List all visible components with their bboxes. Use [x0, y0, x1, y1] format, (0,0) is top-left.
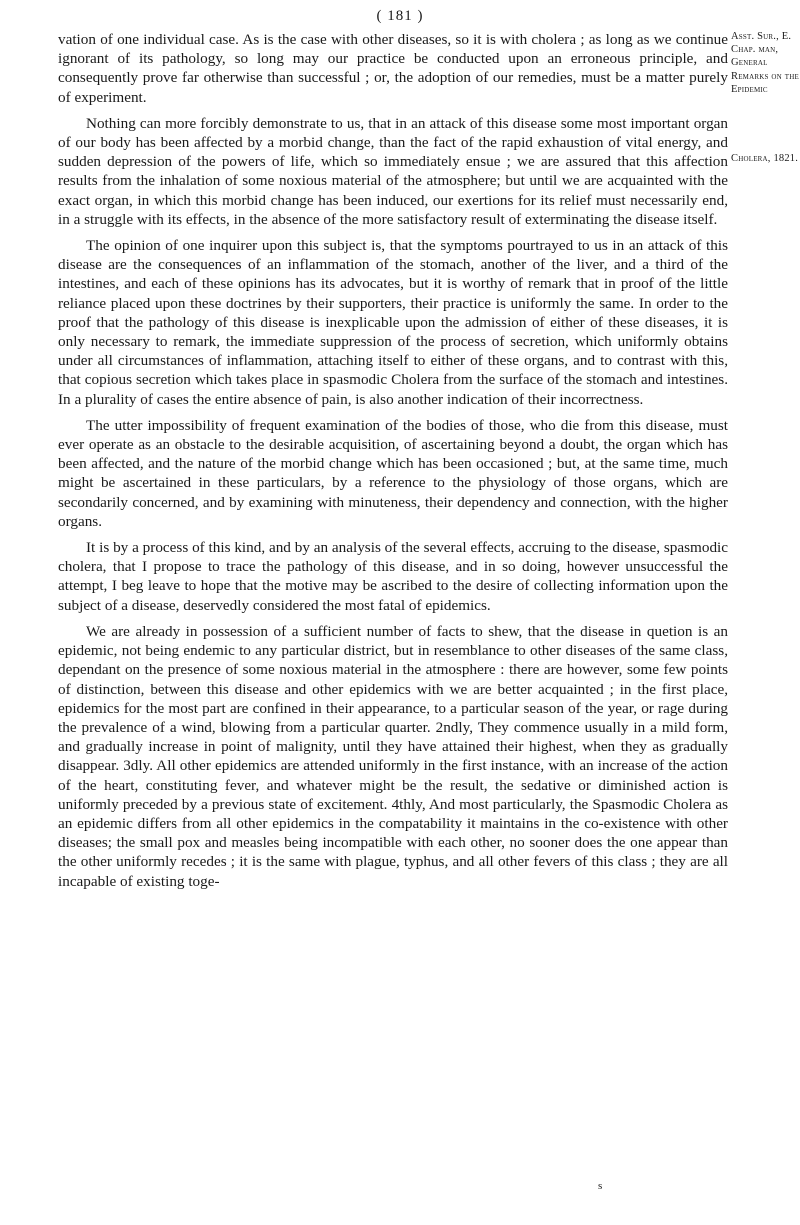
margin-note-year: Cholera, 1821. [731, 153, 799, 164]
paragraph-6: We are already in possession of a sufficient number of facts to shew, that the disease in quetion is an epidemic, not being endemic to any particular district, but in resemblance to other diseases of the same class, dependant on the presence of some noxious material in the atmosphere : there are however, some few points of distinction, between this disease and other epidemics with we are better acquainted ; in the first place, epidemics for the most part are confined in their appearance, to a particular season of the year, or rage during the prevalence of a wind, blowing from a particular quarter. 2ndly, They commence usually in a mild form, and gradually increase in point of malignity, until they have attained their highest, when they as gradually disappear. 3dly. All other epidemics are attended uniformly in the first instance, with an increase of the action of the heart, constituting fever, and whatever might be the result, the sedative or diminished action is uniformly preceded by a previous state of excitement. 4thly, And most particularly, the Spasmodic Cholera as an epidemic differs from all other epidemics in the compatability it maintains in the co-existence with other diseases; the small pox and measles being incompatible with each other, no sooner does the one appear than the other uniformly recedes ; it is the same with plague, typhus, and all other fevers of this class ; they are all incapable of existing toge- [58, 622, 728, 890]
signature-mark: s [598, 1180, 603, 1192]
page-number: ( 181 ) [376, 8, 424, 24]
paragraph-4: The utter impossibility of frequent examination of the bodies of those, who die from this disease, must ever operate as an obstacle to the desirable acquisition, of ascertaining beyond a doubt, the organ which has been affected, and the nature of the morbid change which has been occasioned ; but, at the same time, much might be ascertained in these particulars, by a reference to the physiology of those organs, which are secondarily concerned, and by examining with minuteness, their dependency and connection, with the higher organs. [58, 416, 728, 530]
body-text [58, 30, 728, 898]
margin-note-author-title: Asst. Sur., E. Chap. man, General Remarks on the Epidemic [731, 31, 799, 95]
paragraph-3: The opinion of one inquirer upon this subject is, that the symptoms pourtrayed to us in an attack of this disease are the consequences of an inflammation of the stomach, another of the liver, and a third of the intestines, and each of these opinions has its advocates, but it is worthy of remark that in proof of the little reliance placed upon these doctrines by their supporters, their practice is uniformly the same. In order to the proof that the pathology of this disease is inexplicable upon the admission of either of these diseases, it is only necessary to remark, the immediate suppression of the process of secretion, which uniformly obtains under all circumstances of inflammation, attaching itself to either of these organs, and to contrast with this, that copious secretion which takes place in spasmodic Cholera from the surface of the stomach and intestines. In a plurality of cases the entire absence of pain, is also another indication of their incorrectness. [58, 237, 728, 408]
paragraph-5: It is by a process of this kind, and by an analysis of the several effects, accruing to the disease, spasmodic cholera, that I propose to trace the pathology of this disease, and in so doing, however unsuccessful the attempt, I beg leave to hope that the motive may be ascribed to the desire of collecting information upon the subject of a disease, deservedly considered the most fatal of epidemics. [58, 539, 728, 614]
paragraph-2: Nothing can more forcibly demonstrate to us, that in an attack of this disease some most important organ of our body has been affected by a morbid change, than the fact of the rapid exhaustion of vital energy, and sudden depression of the powers of life, which so immediately ensue ; we are assured that this affection results from the inhalation of some noxious material of the atmosphere; but until we are acquainted with the exact organ, in which this morbid change has been induced, our exertions for its relief must necessarily end, in a struggle with its effects, in the absence of the more satisfactory result of exterminating the disease itself. [58, 114, 728, 228]
paragraph-1: vation of one individual case. As is the case with other diseases, so it is with cholera ; as long as we continue ignorant of its pathology, so long may our practice be conducted upon an erroneous principle, and consequently prove far otherwise than successful ; or, the adoption of our remedies, must be a matter purely of experiment. [58, 31, 728, 106]
